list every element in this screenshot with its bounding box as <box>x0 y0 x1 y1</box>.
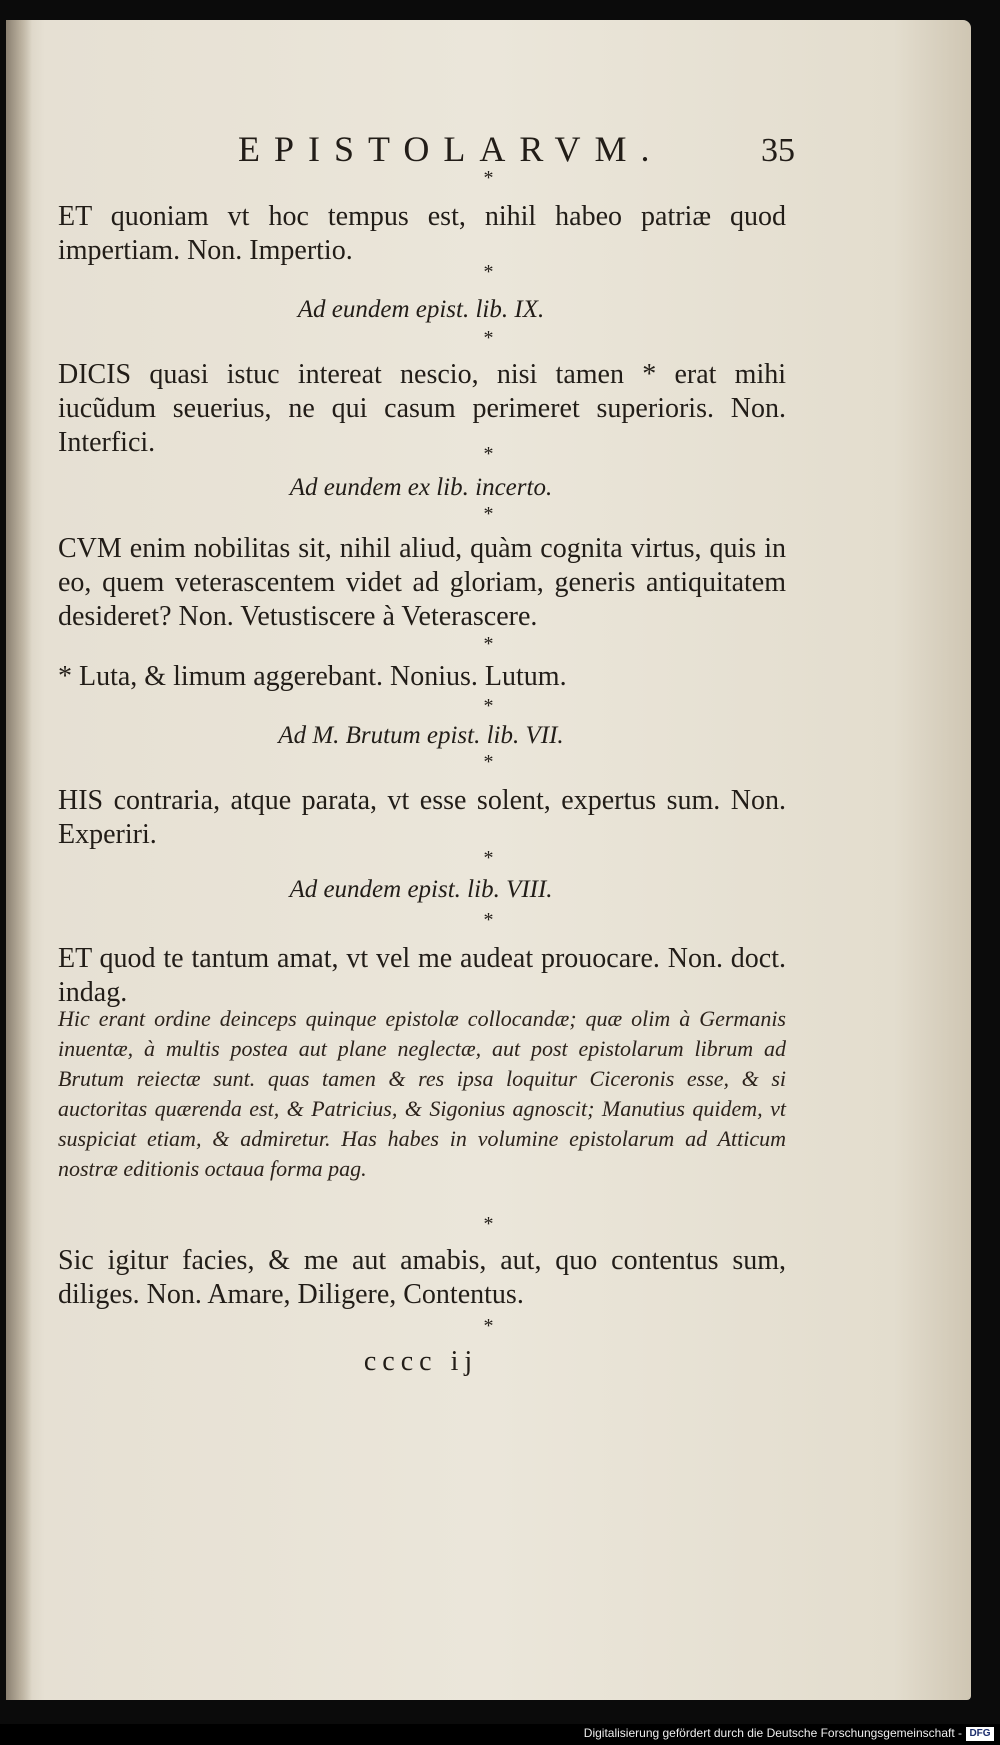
page-number: 35 <box>761 132 795 169</box>
separator-star: * <box>483 503 494 525</box>
separator-star: * <box>483 1315 494 1337</box>
separator-star: * <box>483 847 494 869</box>
separator-star: * <box>483 1213 494 1235</box>
separator-star: * <box>483 167 494 189</box>
separator-star: * <box>483 327 494 349</box>
separator-star: * <box>483 261 494 283</box>
page-header <box>6 120 971 170</box>
separator-star: * <box>483 633 494 655</box>
letter-heading-4: Ad eundem epist. lib. VIII. <box>289 876 553 903</box>
running-title: EPISTOLARVM. <box>238 129 664 169</box>
paragraph-7: Sic igitur facies, & me aut amabis, aut, quo contentus sum, diliges. Non. Amare, Diligere, Contentus. <box>58 1245 786 1310</box>
signature-mark: cccc ij <box>363 1346 479 1377</box>
paragraph-5: HIS contraria, atque parata, vt esse solent, expertus sum. Non. Experiri. <box>58 785 786 850</box>
footer-credit: Digitalisierung gefördert durch die Deutsche Forschungsgemeinschaft - <box>583 1726 962 1740</box>
separator-star: * <box>483 751 494 773</box>
paragraph-6: ET quod te tantum amat, vt vel me audeat prouocare. Non. doct. indag. <box>58 943 786 1008</box>
separator-star: * <box>483 695 494 717</box>
footer-bar <box>0 1724 1000 1745</box>
separator-star: * <box>483 909 494 931</box>
separator-star: * <box>483 443 494 465</box>
paragraph-3: CVM enim nobilitas sit, nihil aliud, quàm cognita virtus, quis in eo, quem veterascentem videt ad gloriam, generis antiquitatem desideret? Non. Vetustiscere à Veterascere. <box>58 533 786 632</box>
letter-heading-3: Ad M. Brutum epist. lib. VII. <box>278 722 564 749</box>
paragraph-1: ET quoniam vt hoc tempus est, nihil habeo patriæ quod impertiam. Non. Impertio. <box>58 201 786 266</box>
letter-heading-1: Ad eundem epist. lib. IX. <box>297 296 545 323</box>
paragraph-4: * Luta, & limum aggerebant. Nonius. Lutum. <box>58 661 567 692</box>
book-page <box>6 20 971 1700</box>
letter-heading-2: Ad eundem ex lib. incerto. <box>289 474 553 501</box>
dfg-logo: DFG <box>966 1727 994 1741</box>
paragraph-2: DICIS quasi istuc intereat nescio, nisi tamen * erat mihi iucũdum seuerius, ne qui casum perimeret superioris. Non. Interfici. <box>58 359 786 458</box>
editorial-note: Hic erant ordine deinceps quinque epistolæ collocandæ; quæ olim à Germanis inuentæ, à multis postea aut plane neglectæ, aut post epistolarum librum ad Brutum reiectæ sunt. quas tamen & res ipsa loquitur Ciceronis esse, & si auctoritas quærenda est, & Patricius, & Sigonius agnoscit; Manutius quidem, vt suspiciat etiam, & admiretur. Has habes in volumine epistolarum ad Atticum nostræ editionis octaua forma pag. <box>58 1006 786 1181</box>
